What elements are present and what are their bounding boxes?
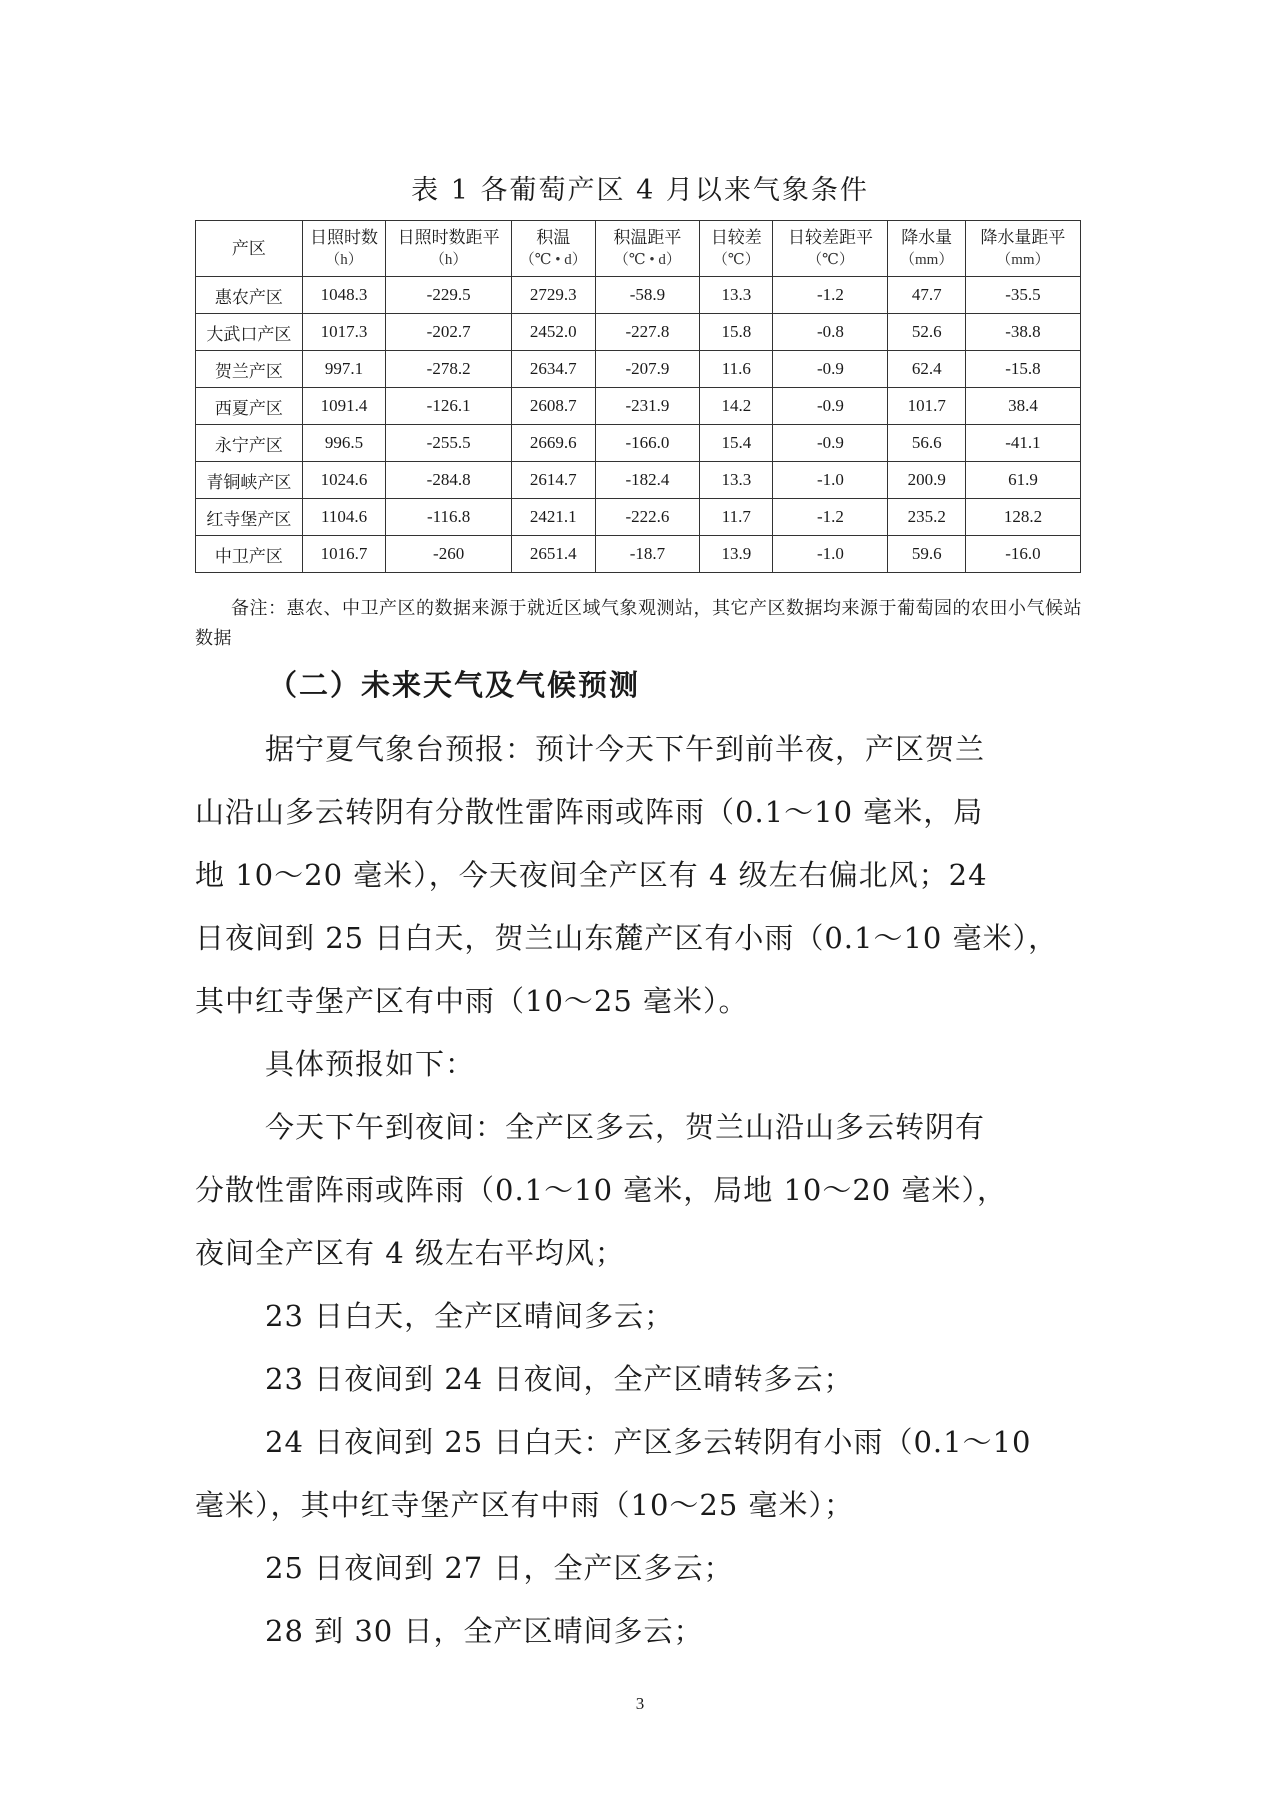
region-name-cell: 大武口产区 [196,314,303,351]
table-cell: -260 [386,536,512,573]
paragraph-line: 地 10～20 毫米），今天夜间全产区有 4 级左右偏北风；24 [195,858,988,892]
table-body [196,277,1081,573]
paragraph-line: 据宁夏气象台预报：预计今天下午到前半夜，产区贺兰 [265,732,986,766]
table-cell: -231.9 [595,388,700,425]
table-row [196,462,1081,499]
table-row [196,425,1081,462]
table-header-cell [595,221,700,277]
header-label: 日照时数距平 [397,227,500,247]
table-cell: -284.8 [386,462,512,499]
table-cell: -38.8 [965,314,1080,351]
table-row [196,351,1081,388]
table-cell: 2452.0 [511,314,595,351]
paragraph-line: 24 日夜间到 25 日白天：产区多云转阴有小雨（0.1～10 [265,1425,1032,1459]
header-label: 积温距平 [613,227,682,247]
table-cell: 38.4 [965,388,1080,425]
paragraph-forecast-summary [195,718,1085,1033]
header-unit: （h） [429,251,468,268]
table-cell: -0.8 [773,314,888,351]
table-cell: 1024.6 [302,462,386,499]
header-label: 日较差距平 [787,227,873,247]
page-number: 3 [635,1694,645,1713]
table-cell: 56.6 [888,425,965,462]
paragraph-25-27 [195,1537,1085,1600]
paragraph-today-forecast [195,1096,1085,1285]
table-cell: -227.8 [595,314,700,351]
table-header-cell [773,221,888,277]
region-name-cell: 永宁产区 [196,425,303,462]
table-cell: 14.2 [700,388,773,425]
table-header-cell [965,221,1080,277]
header-label: 降水量距平 [980,227,1066,247]
region-name-cell: 青铜峡产区 [196,462,303,499]
paragraph-line: 夜间全产区有 4 级左右平均风； [195,1236,625,1270]
table-cell: 1048.3 [302,277,386,314]
table-cell: -18.7 [595,536,700,573]
table-cell: 2651.4 [511,536,595,573]
paragraph-line: 其中红寺堡产区有中雨（10～25 毫米）。 [195,984,749,1018]
table-cell: -35.5 [965,277,1080,314]
weather-conditions-table [195,220,1081,573]
table-cell: -207.9 [595,351,700,388]
table-cell: -1.2 [773,277,888,314]
paragraph-detail-intro [195,1033,1085,1096]
table-row [196,499,1081,536]
paragraph-23-24-night [195,1348,1085,1411]
table-cell: 997.1 [302,351,386,388]
table-cell: 101.7 [888,388,965,425]
table-cell: 996.5 [302,425,386,462]
header-unit: （mm） [900,251,954,268]
table-cell: -126.1 [386,388,512,425]
paragraph-line: 具体预报如下： [265,1047,476,1081]
table-row [196,277,1081,314]
paragraph-line: 日夜间到 25 日白天，贺兰山东麓产区有小雨（0.1～10 毫米）， [195,921,1059,955]
table-cell: -0.9 [773,351,888,388]
header-unit: （℃ • d） [519,251,587,268]
header-label: 日较差 [710,227,762,247]
paragraph-line: 23 日夜间到 24 日夜间，全产区晴转多云； [265,1362,854,1396]
header-unit: （mm） [996,251,1050,268]
table-header-cell [888,221,965,277]
table-cell: 2421.1 [511,499,595,536]
table-cell: -1.0 [773,462,888,499]
table-header-cell [700,221,773,277]
paragraph-line: 25 日夜间到 27 日，全产区多云； [265,1551,734,1585]
table-cell: -41.1 [965,425,1080,462]
table-cell: -1.2 [773,499,888,536]
table-cell: -229.5 [386,277,512,314]
paragraph-line: 今天下午到夜间：全产区多云，贺兰山沿山多云转阴有 [265,1110,986,1144]
table-cell: 11.7 [700,499,773,536]
table-cell: 2669.6 [511,425,595,462]
paragraph-28-30 [195,1600,1085,1663]
table-row [196,314,1081,351]
table-cell: 1016.7 [302,536,386,573]
section-heading: （二）未来天气及气候预测 [268,668,641,702]
table-cell: 61.9 [965,462,1080,499]
table-cell: -222.6 [595,499,700,536]
header-unit: （h） [325,251,363,268]
header-unit: （℃ • d） [613,251,681,268]
table-cell: 15.4 [700,425,773,462]
table-cell: 15.8 [700,314,773,351]
table-cell: -182.4 [595,462,700,499]
table-header-cell [302,221,386,277]
table-header-row [196,221,1081,277]
table-cell: 52.6 [888,314,965,351]
region-name-cell: 惠农产区 [196,277,303,314]
table-cell: -202.7 [386,314,512,351]
table-cell: -166.0 [595,425,700,462]
table-row [196,388,1081,425]
table-cell: 235.2 [888,499,965,536]
table-header-cell [386,221,512,277]
table-cell: -15.8 [965,351,1080,388]
table-cell: -255.5 [386,425,512,462]
region-name-cell: 红寺堡产区 [196,499,303,536]
region-name-cell: 贺兰产区 [196,351,303,388]
paragraph-23-day [195,1285,1085,1348]
table-cell: 2614.7 [511,462,595,499]
table-cell: 2729.3 [511,277,595,314]
table-cell: -116.8 [386,499,512,536]
table-cell: 2634.7 [511,351,595,388]
paragraph-line: 山沿山多云转阴有分散性雷阵雨或阵雨（0.1～10 毫米，局 [195,795,984,829]
header-unit: （℃） [807,251,854,268]
table-cell: 200.9 [888,462,965,499]
table-cell: 59.6 [888,536,965,573]
table-cell: -278.2 [386,351,512,388]
table-cell: 1104.6 [302,499,386,536]
table-note: 备注：惠农、中卫产区的数据来源于就近区域气象观测站，其它产区数据均来源于葡萄园的农田小气候站数据 [195,598,1082,649]
table-cell: -0.9 [773,425,888,462]
header-label: 积温 [536,227,571,247]
table-cell: 47.7 [888,277,965,314]
table-cell: -1.0 [773,536,888,573]
table-cell: -58.9 [595,277,700,314]
paragraph-line: 分散性雷阵雨或阵雨（0.1～10 毫米，局地 10～20 毫米）， [195,1173,1007,1207]
header-unit: （℃） [712,251,760,268]
table-cell: 128.2 [965,499,1080,536]
header-label: 降水量 [901,227,953,247]
region-name-cell: 中卫产区 [196,536,303,573]
table-cell: 1091.4 [302,388,386,425]
paragraph-line: 毫米），其中红寺堡产区有中雨（10～25 毫米）； [195,1488,855,1522]
table-header-cell [196,221,303,277]
paragraph-24-25 [195,1411,1085,1537]
table-cell: 1017.3 [302,314,386,351]
header-label: 产区 [231,239,266,258]
table-cell: -0.9 [773,388,888,425]
table-cell: 13.3 [700,277,773,314]
table-cell: -16.0 [965,536,1080,573]
table-cell: 62.4 [888,351,965,388]
table-cell: 2608.7 [511,388,595,425]
table-row [196,536,1081,573]
header-label: 日照时数 [310,227,379,247]
paragraph-line: 23 日白天，全产区晴间多云； [265,1299,675,1333]
table-cell: 13.9 [700,536,773,573]
region-name-cell: 西夏产区 [196,388,303,425]
table-cell: 13.3 [700,462,773,499]
table-header-cell [511,221,595,277]
table-title: 表 1 各葡萄产区 4 月以来气象条件 [411,175,869,206]
paragraph-line: 28 到 30 日，全产区晴间多云； [265,1614,704,1648]
table-cell: 11.6 [700,351,773,388]
